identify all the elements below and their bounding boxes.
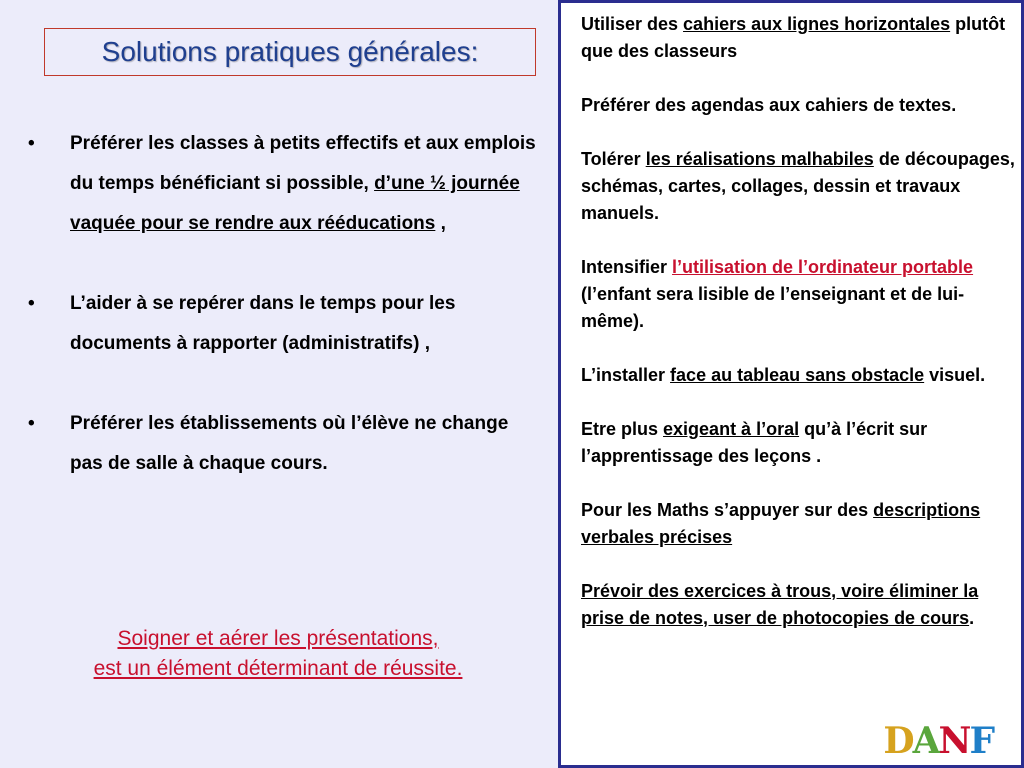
recommendation-text: Tolérer <box>581 149 646 169</box>
bullet-icon: • <box>28 413 35 434</box>
logo-letter: D <box>883 720 913 762</box>
logo-letter: F <box>969 720 993 762</box>
recommendation-underlined-text: exigeant à l’oral <box>663 419 800 439</box>
recommendation-underlined-text: cahiers aux lignes horizontales <box>683 14 951 34</box>
recommendation-paragraph <box>581 578 1015 632</box>
bullet-icon: • <box>28 293 35 314</box>
recommendation-paragraph <box>581 11 1015 65</box>
list-item-underlined-text: vaquée pour se rendre aux rééducations <box>70 213 436 234</box>
recommendations-panel <box>558 0 1024 768</box>
recommendation-underlined-text: les réalisations malhabiles <box>645 149 874 169</box>
list-item-text: Préférer les classes à petits effectifs et aux emplois du temps bénéficiant si possible, <box>70 133 536 194</box>
logo-letter: A <box>912 720 939 762</box>
list-item <box>28 124 546 244</box>
recommendation-underlined-text: Prévoir des exercices à trous, voire éliminer la prise de notes, user de photocopies de cours <box>581 581 979 628</box>
recommendation-text: L’installer <box>581 365 671 385</box>
recommendation-text: . <box>969 608 975 628</box>
recommendation-paragraph <box>581 416 1015 470</box>
recommendation-text: Etre plus <box>581 419 664 439</box>
recommendation-paragraph <box>581 146 1015 227</box>
list-item-underlined-text: d’une ½ journée <box>374 173 520 194</box>
slide-title <box>44 28 536 76</box>
recommendation-text: Utiliser des <box>581 14 684 34</box>
recommendation-text: de découpages, schémas, cartes, collages, dessin et travaux manuels. <box>581 149 1015 223</box>
recommendation-highlighted-text: l’utilisation de l’ordinateur portable <box>672 257 974 277</box>
recommendation-underlined-text: descriptions verbales précises <box>581 500 981 547</box>
recommendation-underlined-text: face au tableau sans obstacle <box>670 365 925 385</box>
conclusion-line-1: Soigner et aérer les présentations, <box>117 627 439 650</box>
conclusion-line-2: est un élément déterminant de réussite. <box>93 657 463 680</box>
recommendation-paragraph <box>581 497 1015 551</box>
recommendation-text: Pour les Maths s’appuyer sur des <box>581 500 874 520</box>
recommendation-text: visuel. <box>924 365 986 385</box>
list-item <box>28 404 546 484</box>
list-item-text: Préférer les établissements où l’élève ne change pas de salle à chaque cours. <box>70 413 509 474</box>
recommendation-text: (l’enfant sera lisible de l’enseignant et de lui-même). <box>581 284 965 331</box>
recommendation-text: qu’à l’écrit sur l’apprentissage des leçons . <box>581 419 928 466</box>
recommendation-text: Intensifier <box>581 257 673 277</box>
recommendation-text: plutôt que des classeurs <box>581 14 1006 61</box>
recommendation-paragraph <box>581 254 1015 335</box>
danf-logo <box>883 720 993 762</box>
list-item-text: L’aider à se repérer dans le temps pour les documents à rapporter (administratifs) , <box>70 293 456 354</box>
conclusion-note <box>20 624 536 684</box>
practical-solutions-list <box>28 124 546 484</box>
list-item-text: , <box>435 213 446 234</box>
slide-title-text: Solutions pratiques générales: <box>101 36 479 67</box>
recommendation-paragraph <box>581 362 1015 389</box>
bullet-icon: • <box>28 133 35 154</box>
recommendation-paragraph <box>581 92 1015 119</box>
recommendation-text: Préférer des agendas aux cahiers de textes. <box>581 95 957 115</box>
list-item <box>28 284 546 364</box>
logo-letter: N <box>938 720 970 762</box>
